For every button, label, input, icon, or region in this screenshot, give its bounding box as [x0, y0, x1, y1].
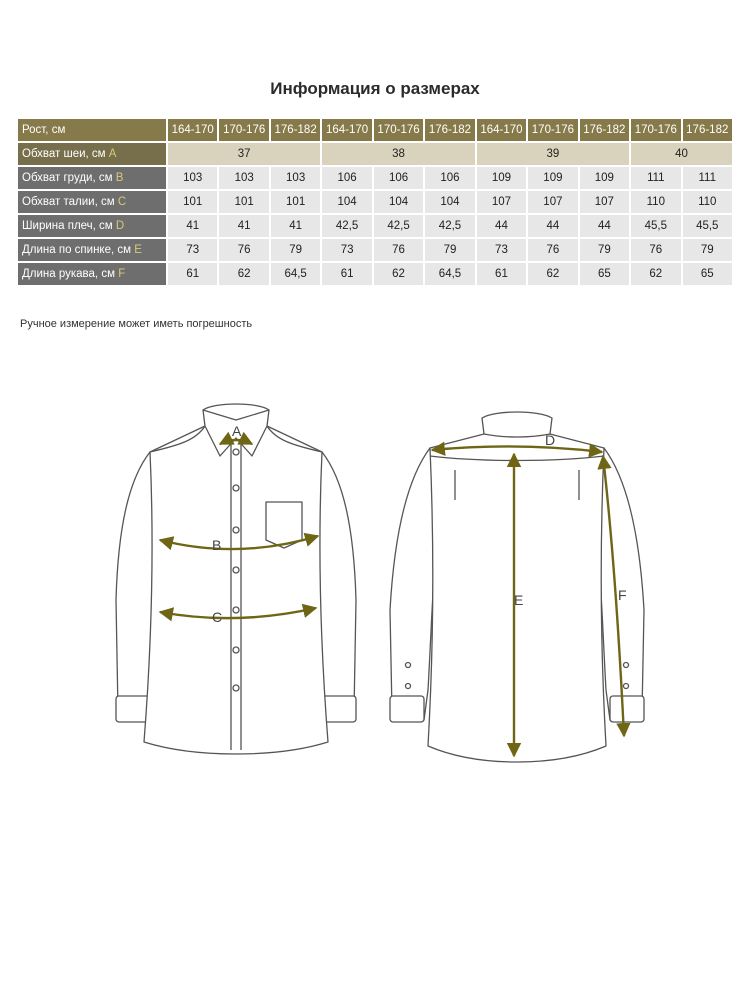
height-cell: 176-182: [425, 119, 474, 141]
table-cell: 45,5: [631, 215, 680, 237]
row-label: Ширина плеч, см D: [18, 215, 166, 237]
neck-cell: 40: [631, 143, 732, 165]
table-row-back-length: [18, 239, 732, 261]
table-cell: 62: [219, 263, 268, 285]
height-cell: 170-176: [528, 119, 577, 141]
table-cell: 110: [683, 191, 732, 213]
row-label: Длина по спинке, см E: [18, 239, 166, 261]
row-label: Обхват груди, см B: [18, 167, 166, 189]
row-label: Обхват талии, см C: [18, 191, 166, 213]
table-cell: 73: [168, 239, 217, 261]
label-c: C: [212, 609, 223, 625]
height-cell: 170-176: [631, 119, 680, 141]
table-cell: 76: [631, 239, 680, 261]
page-title: Информация о размерах: [270, 79, 480, 98]
table-cell: 109: [528, 167, 577, 189]
table-cell: 101: [168, 191, 217, 213]
table-cell: 104: [322, 191, 371, 213]
size-table: [16, 117, 734, 287]
table-cell: 62: [528, 263, 577, 285]
height-cell: 176-182: [271, 119, 320, 141]
table-cell: 79: [425, 239, 474, 261]
label-f: F: [618, 587, 627, 603]
label-a: A: [232, 423, 242, 439]
height-cell: 164-170: [322, 119, 371, 141]
table-cell: 107: [580, 191, 629, 213]
height-cell: 164-170: [168, 119, 217, 141]
height-cell: 176-182: [683, 119, 732, 141]
table-cell: 41: [168, 215, 217, 237]
table-row-neck: [18, 143, 732, 165]
table-cell: 44: [580, 215, 629, 237]
height-cell: 164-170: [477, 119, 526, 141]
table-cell: 64,5: [271, 263, 320, 285]
table-cell: 65: [580, 263, 629, 285]
height-cell: 170-176: [374, 119, 423, 141]
table-cell: 103: [168, 167, 217, 189]
table-cell: 79: [683, 239, 732, 261]
table-cell: 44: [528, 215, 577, 237]
measurement-note: Ручное измерение может иметь погрешность: [20, 318, 253, 330]
height-label: Рост, см: [18, 119, 166, 141]
table-cell: 110: [631, 191, 680, 213]
back-collar: [482, 412, 552, 437]
table-cell: 109: [477, 167, 526, 189]
table-cell: 107: [477, 191, 526, 213]
table-row-chest: [18, 167, 732, 189]
table-cell: 101: [219, 191, 268, 213]
table-cell: 64,5: [425, 263, 474, 285]
height-cell: 170-176: [219, 119, 268, 141]
table-cell: 106: [322, 167, 371, 189]
table-cell: 104: [374, 191, 423, 213]
table-cell: 65: [683, 263, 732, 285]
table-cell: 41: [219, 215, 268, 237]
table-cell: 76: [528, 239, 577, 261]
table-cell: 79: [580, 239, 629, 261]
shirt-diagram: [0, 390, 750, 790]
front-left-cuff: [116, 696, 150, 722]
row-label: Длина рукава, см F: [18, 263, 166, 285]
back-right-cuff: [610, 696, 644, 722]
table-cell: 76: [219, 239, 268, 261]
table-cell: 42,5: [374, 215, 423, 237]
table-cell: 44: [477, 215, 526, 237]
table-cell: 61: [168, 263, 217, 285]
table-row-height: [18, 119, 732, 141]
table-cell: 73: [477, 239, 526, 261]
table-cell: 104: [425, 191, 474, 213]
height-cell: 176-182: [580, 119, 629, 141]
table-cell: 109: [580, 167, 629, 189]
label-e: E: [514, 592, 524, 608]
table-cell: 76: [374, 239, 423, 261]
table-cell: 106: [425, 167, 474, 189]
table-cell: 61: [322, 263, 371, 285]
table-row-sleeve: [18, 263, 732, 285]
neck-cell: 38: [322, 143, 474, 165]
label-d: D: [545, 432, 556, 448]
table-cell: 73: [322, 239, 371, 261]
table-cell: 107: [528, 191, 577, 213]
shirt-back: [390, 412, 644, 762]
table-cell: 42,5: [322, 215, 371, 237]
table-cell: 101: [271, 191, 320, 213]
table-cell: 62: [374, 263, 423, 285]
table-cell: 41: [271, 215, 320, 237]
table-cell: 111: [631, 167, 680, 189]
table-cell: 111: [683, 167, 732, 189]
table-cell: 45,5: [683, 215, 732, 237]
table-cell: 103: [219, 167, 268, 189]
table-cell: 62: [631, 263, 680, 285]
label-b: B: [212, 537, 222, 553]
table-cell: 106: [374, 167, 423, 189]
table-cell: 61: [477, 263, 526, 285]
back-left-cuff: [390, 696, 424, 722]
table-cell: 103: [271, 167, 320, 189]
neck-cell: 37: [168, 143, 320, 165]
neck-cell: 39: [477, 143, 629, 165]
shirt-front: [116, 404, 356, 754]
table-row-waist: [18, 191, 732, 213]
front-right-cuff: [322, 696, 356, 722]
table-cell: 79: [271, 239, 320, 261]
table-cell: 42,5: [425, 215, 474, 237]
neck-label: Обхват шеи, см A: [18, 143, 166, 165]
front-body: [144, 426, 328, 754]
table-row-shoulders: [18, 215, 732, 237]
